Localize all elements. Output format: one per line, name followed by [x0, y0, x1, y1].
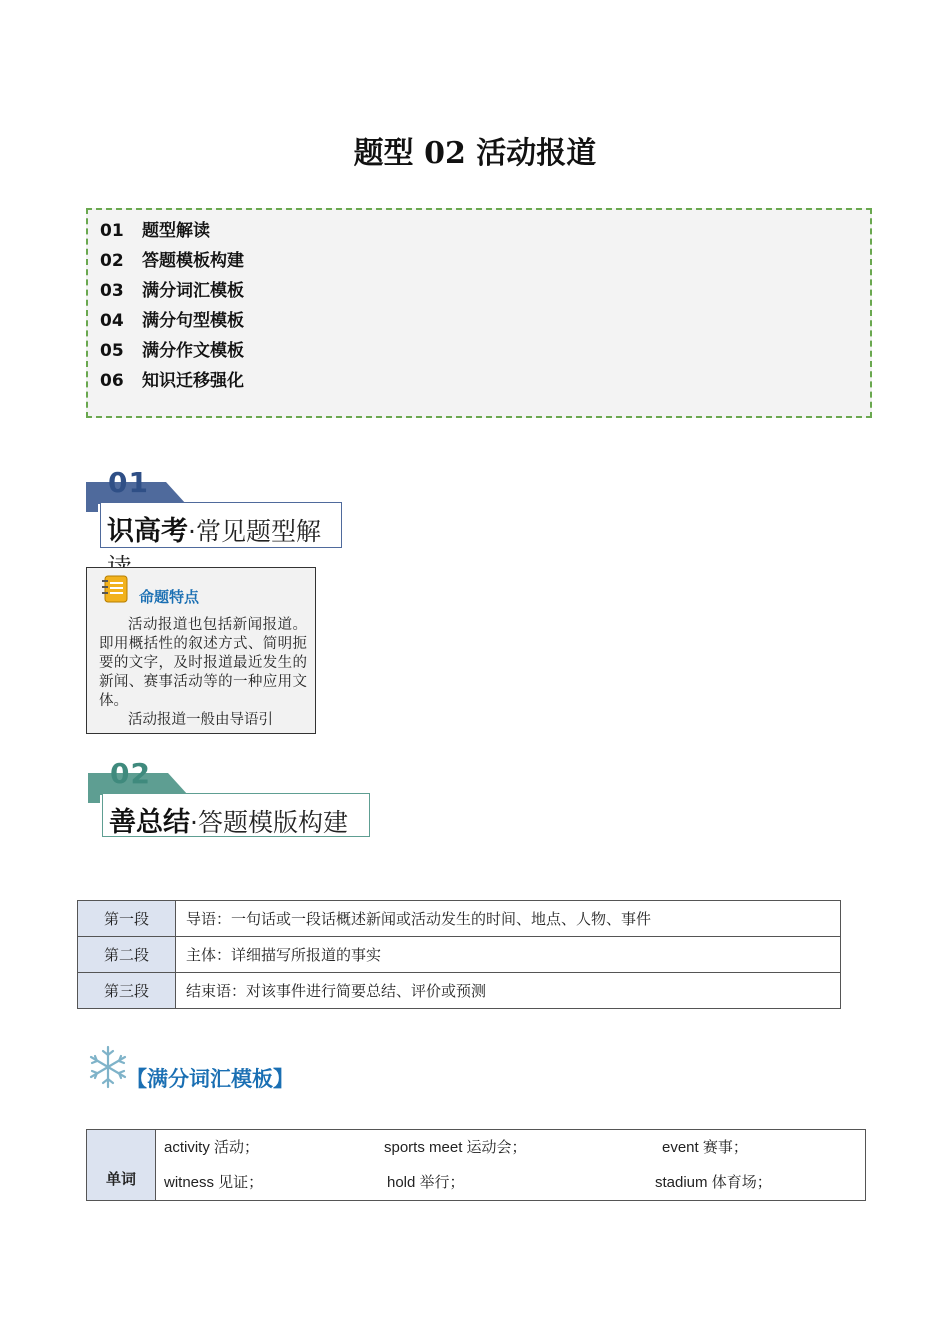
vocab-cell — [156, 1130, 866, 1201]
section-title — [100, 502, 342, 548]
toc-label: 题型解读 — [142, 221, 210, 241]
section-title-rest: ·答题模版构建 — [190, 808, 348, 837]
paragraph-structure-table — [77, 900, 841, 1009]
note-heading: 命题特点 — [139, 588, 200, 606]
snowflake-icon — [88, 1045, 128, 1089]
row-label: 第二段 — [78, 937, 176, 973]
vocab-table — [86, 1129, 866, 1201]
section-title — [102, 793, 370, 837]
vocab-title: 【满分词汇模板】 — [126, 1067, 294, 1091]
vocab-item: activity 活动； — [164, 1139, 260, 1156]
vocab-item: sports meet 运动会； — [384, 1139, 527, 1156]
toc-item — [100, 336, 858, 366]
toc-number: 04 — [100, 311, 124, 331]
table-row — [78, 937, 841, 973]
section-banner-01 — [86, 466, 346, 552]
row-label: 第三段 — [78, 973, 176, 1009]
section-title-lead: 识高考 — [107, 516, 188, 547]
toc-number: 05 — [100, 341, 124, 361]
section-number: 02 — [110, 757, 151, 790]
toc-label: 满分句型模板 — [142, 311, 244, 331]
vocab-item: stadium 体育场； — [655, 1174, 772, 1191]
row-value: 结束语：对该事件进行简要总结、评价或预测 — [176, 973, 841, 1009]
toc-number: 02 — [100, 251, 124, 271]
toc-item — [100, 306, 858, 336]
section-banner-02 — [88, 757, 373, 843]
vocab-item: event 赛事； — [662, 1139, 748, 1156]
section-title-lead: 善总结 — [109, 807, 190, 838]
toc-number: 01 — [100, 221, 124, 241]
vocab-item: hold 举行； — [387, 1174, 465, 1191]
toc-number: 03 — [100, 281, 124, 301]
section-title-rest: ·常见题型解 — [188, 517, 321, 546]
table-row — [78, 973, 841, 1009]
toc-label: 满分词汇模板 — [142, 281, 244, 301]
toc-item — [100, 366, 858, 396]
vocab-label: 单词 — [87, 1130, 156, 1201]
row-value: 导语：一句话或一段话概述新闻或活动发生的时间、地点、人物、事件 — [176, 901, 841, 937]
toc-item — [100, 216, 858, 246]
toc-label: 答题模板构建 — [142, 251, 244, 271]
table-of-contents — [86, 208, 872, 418]
note-paragraph: 活动报道也包括新闻报道。即用概括性的叙述方式、简明扼要的文字，及时报道最近发生的新闻、赛事活动等的一种应用文体。 — [99, 617, 307, 709]
toc-item — [100, 276, 858, 306]
feature-note-box — [86, 567, 316, 734]
vocab-item: witness 见证； — [164, 1174, 264, 1191]
toc-number: 06 — [100, 371, 124, 391]
page-title: 题型 02 活动报道 — [353, 136, 597, 171]
vocab-row — [156, 1130, 865, 1165]
toc-label: 满分作文模板 — [142, 341, 244, 361]
row-value: 主体：详细描写所报道的事实 — [176, 937, 841, 973]
notebook-icon — [101, 574, 129, 604]
note-text — [99, 616, 307, 730]
note-paragraph: 活动报道一般由导语引 — [128, 712, 273, 728]
section-number: 01 — [108, 466, 149, 499]
table-row — [78, 901, 841, 937]
table-row — [87, 1130, 866, 1201]
toc-item — [100, 246, 858, 276]
vocab-row — [156, 1165, 865, 1200]
row-label: 第一段 — [78, 901, 176, 937]
toc-label: 知识迁移强化 — [142, 371, 244, 391]
